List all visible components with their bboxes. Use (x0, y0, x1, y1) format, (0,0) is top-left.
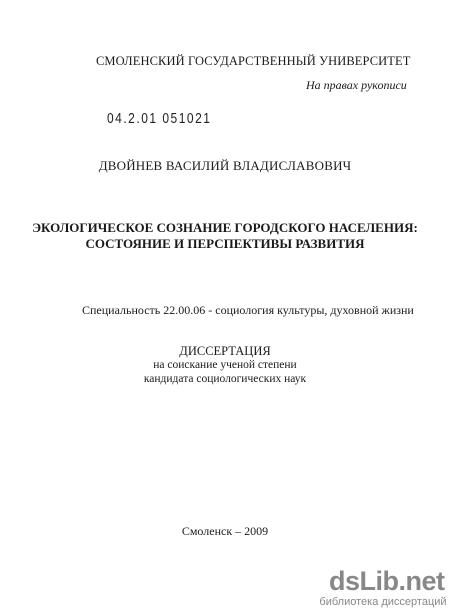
city-year: Смоленск – 2009 (181, 524, 269, 538)
library-stamp-number: 04.2.01 051021 (107, 110, 212, 127)
dissertation-title-line-1: ЭКОЛОГИЧЕСКОЕ СОЗНАНИЕ ГОРОДСКОГО НАСЕЛЕНИЯ: (32, 220, 418, 235)
author-name: ДВОЙНЕВ ВАСИЛИЙ ВЛАДИСЛАВОВИЧ (98, 158, 352, 173)
specialty-line: Специальность 22.00.06 - социология культуры, духовной жизни (82, 303, 414, 317)
site-watermark (319, 566, 447, 614)
dissertation-title-line-2: СОСТОЯНИЕ И ПЕРСПЕКТИВЫ РАЗВИТИЯ (85, 236, 365, 251)
degree-line-2: кандидата социологических наук (143, 373, 307, 385)
watermark-tagline: библиотека диссертаций (319, 596, 447, 608)
work-type-heading: ДИССЕРТАЦИЯ (179, 344, 271, 358)
manuscript-note: На правах рукописи (306, 78, 407, 92)
university-name: СМОЛЕНСКИЙ ГОСУДАРСТВЕННЫЙ УНИВЕРСИТЕТ (96, 54, 411, 68)
watermark-logo: dsLib.net (329, 566, 445, 596)
degree-line-1: на соискание ученой степени (153, 359, 297, 371)
